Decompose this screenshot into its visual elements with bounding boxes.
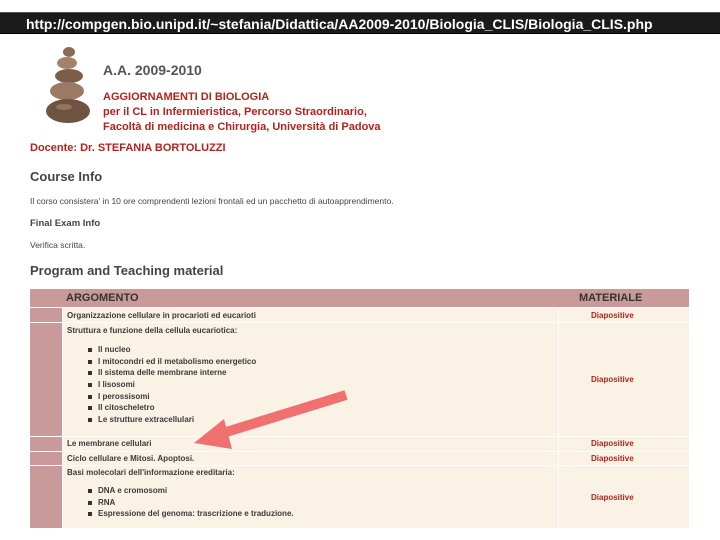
diapositive-link[interactable]: Diapositive <box>591 439 634 448</box>
list-item: Le strutture extracellulari <box>88 414 256 426</box>
list-item: DNA e cromosomi <box>88 485 294 497</box>
table-row-topic: Organizzazione cellulare in procarioti ed eucarioti <box>67 311 256 320</box>
table-row-topic: Ciclo cellulare e Mitosi. Apoptosi. <box>67 454 195 463</box>
course-title-line: Facoltà di medicina e Chirurgia, Università di Padova <box>103 121 381 133</box>
topic-column-header: ARGOMENTO <box>66 292 139 304</box>
stacked-stones-logo <box>40 44 96 130</box>
table-side-column <box>30 307 62 528</box>
course-title-line: per il CL in Infermieristica, Percorso Straordinario, <box>103 106 367 118</box>
academic-year: A.A. 2009-2010 <box>103 62 202 78</box>
final-exam-heading: Final Exam Info <box>30 218 101 229</box>
program-heading: Program and Teaching material <box>30 263 224 278</box>
url-bar: http://compgen.bio.unipd.it/~stefania/Didattica/AA2009-2010/Biologia_CLIS/Biologia_CLIS.php <box>0 12 720 34</box>
list-item: Il citoscheletro <box>88 402 256 414</box>
final-exam-text: Verifica scritta. <box>30 240 86 250</box>
annotation-arrow-icon <box>180 385 360 455</box>
table-row-topic: Struttura e funzione della cellula eucariotica: <box>67 326 238 335</box>
course-info-heading: Course Info <box>30 169 103 184</box>
list-item: Espressione del genoma: trascrizione e traduzione. <box>88 508 294 520</box>
list-item: RNA <box>88 497 294 509</box>
course-info-text: Il corso consistera' in 10 ore comprendenti lezioni frontali ed un pacchetto di autoapprendimento. <box>30 196 394 206</box>
topic-subitems <box>88 485 294 520</box>
list-item: I perossisomi <box>88 391 256 403</box>
diapositive-link[interactable]: Diapositive <box>591 454 634 463</box>
diapositive-link[interactable]: Diapositive <box>591 493 634 502</box>
diapositive-link[interactable]: Diapositive <box>591 311 634 320</box>
table-row-topic: Basi molecolari dell'informazione ereditaria: <box>67 468 235 477</box>
table-row-topic: Le membrane cellulari <box>67 439 152 448</box>
diapositive-link[interactable]: Diapositive <box>591 375 634 384</box>
list-item: Il sistema delle membrane interne <box>88 367 256 379</box>
list-item: I lisosomi <box>88 379 256 391</box>
list-item: Il nucleo <box>88 344 256 356</box>
course-title <box>103 90 381 135</box>
course-title-line: AGGIORNAMENTI DI BIOLOGIA <box>103 91 270 103</box>
list-item: I mitocondri ed il metabolismo energetico <box>88 356 256 368</box>
material-column-header: MATERIALE <box>579 292 643 304</box>
teacher-name: Docente: Dr. STEFANIA BORTOLUZZI <box>30 142 226 154</box>
